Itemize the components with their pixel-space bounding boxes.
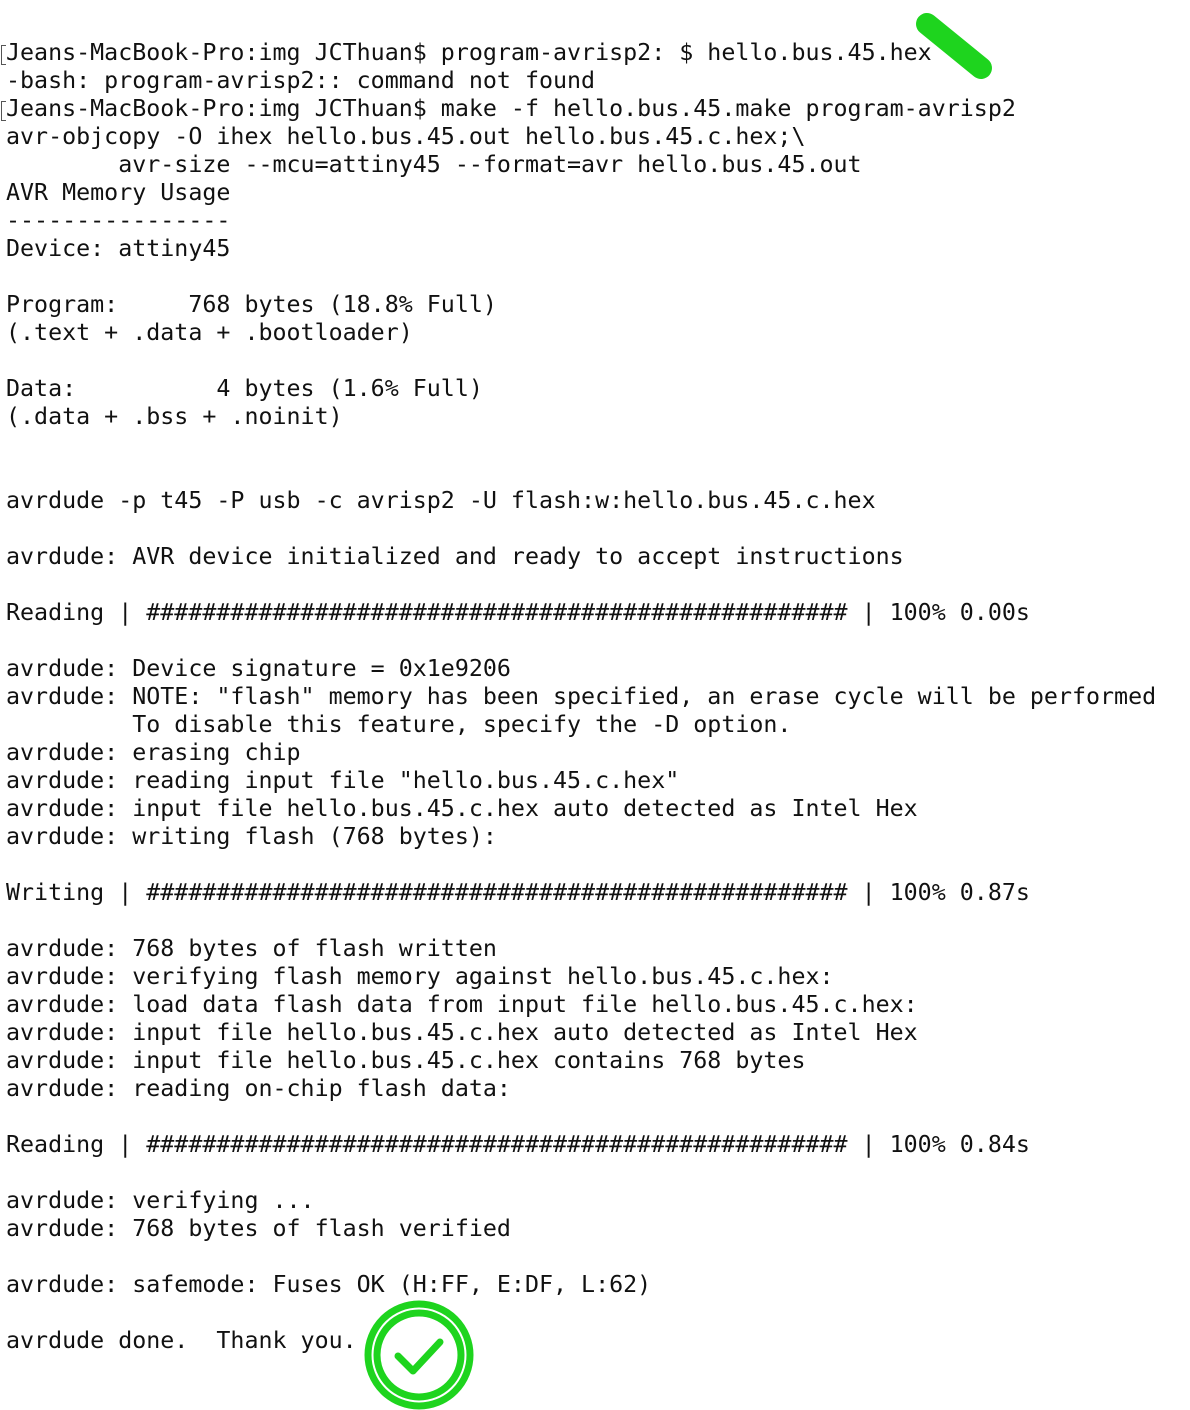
terminal-line: Reading | ################################################## | 100% 0.00s xyxy=(6,599,1030,626)
terminal-line: (.text + .data + .bootloader) xyxy=(6,319,413,346)
terminal-line xyxy=(6,263,1186,291)
green-marker-stroke-icon xyxy=(905,8,1005,88)
terminal-line xyxy=(6,1243,1186,1271)
terminal-line xyxy=(6,515,1186,543)
terminal-line: avrdude: reading on-chip flash data: xyxy=(6,1075,511,1102)
terminal-line: avrdude: writing flash (768 bytes): xyxy=(6,823,497,850)
green-checkmark-badge-icon xyxy=(363,1298,475,1410)
terminal-line: avrdude: input file hello.bus.45.c.hex auto detected as Intel Hex xyxy=(6,795,918,822)
terminal-line xyxy=(6,459,1186,487)
terminal-line: -bash: program-avrisp2:: command not found xyxy=(6,67,596,94)
terminal-line xyxy=(6,627,1186,655)
terminal-line: avrdude: AVR device initialized and ready to accept instructions xyxy=(6,543,904,570)
terminal-line: Program: 768 bytes (18.8% Full) xyxy=(6,291,497,318)
prompt-marker-icon xyxy=(1,101,6,121)
terminal-line xyxy=(6,347,1186,375)
terminal-line: avrdude: erasing chip xyxy=(6,739,301,766)
terminal-line: avrdude: 768 bytes of flash verified xyxy=(6,1215,511,1242)
terminal-line: avrdude: input file hello.bus.45.c.hex auto detected as Intel Hex xyxy=(6,1019,918,1046)
terminal-line: Data: 4 bytes (1.6% Full) xyxy=(6,375,483,402)
terminal-line: avrdude done. Thank you. xyxy=(6,1327,357,1354)
terminal-line xyxy=(6,1103,1186,1131)
terminal-line: Jeans-MacBook-Pro:img JCThuan$ make -f hello.bus.45.make program-avrisp2 xyxy=(6,95,1016,122)
terminal-line: avrdude -p t45 -P usb -c avrisp2 -U flash:w:hello.bus.45.c.hex xyxy=(6,487,876,514)
terminal-line: avrdude: 768 bytes of flash written xyxy=(6,935,497,962)
terminal-line xyxy=(6,1299,1186,1327)
terminal-line: avrdude: Device signature = 0x1e9206 xyxy=(6,655,511,682)
terminal-line: (.data + .bss + .noinit) xyxy=(6,403,343,430)
terminal-line: ---------------- xyxy=(6,207,231,234)
terminal-line xyxy=(6,907,1186,935)
terminal-line xyxy=(6,1159,1186,1187)
terminal-line xyxy=(6,851,1186,879)
terminal-line: Reading | ################################################## | 100% 0.84s xyxy=(6,1131,1030,1158)
terminal-line: To disable this feature, specify the -D option. xyxy=(6,711,792,738)
terminal-line: avrdude: verifying ... xyxy=(6,1187,315,1214)
prompt-marker-icon xyxy=(1,45,6,65)
terminal-line: avrdude: input file hello.bus.45.c.hex contains 768 bytes xyxy=(6,1047,806,1074)
terminal-line xyxy=(6,571,1186,599)
terminal-line: Device: attiny45 xyxy=(6,235,231,262)
terminal-line: avrdude: load data flash data from input file hello.bus.45.c.hex: xyxy=(6,991,918,1018)
terminal-line: avrdude: safemode: Fuses OK (H:FF, E:DF, L:62) xyxy=(6,1271,652,1298)
terminal-line: avr-size --mcu=attiny45 --format=avr hello.bus.45.out xyxy=(6,151,862,178)
terminal-output[interactable] xyxy=(6,39,1186,1355)
terminal-line: Writing | ################################################## | 100% 0.87s xyxy=(6,879,1030,906)
terminal-line: avr-objcopy -O ihex hello.bus.45.out hello.bus.45.c.hex;\ xyxy=(6,123,806,150)
terminal-line: AVR Memory Usage xyxy=(6,179,231,206)
terminal-line xyxy=(6,431,1186,459)
terminal-line: avrdude: NOTE: "flash" memory has been specified, an erase cycle will be performed xyxy=(6,683,1157,710)
terminal-line: Jeans-MacBook-Pro:img JCThuan$ program-avrisp2: $ hello.bus.45.hex xyxy=(6,39,932,66)
terminal-line: avrdude: verifying flash memory against hello.bus.45.c.hex: xyxy=(6,963,834,990)
terminal-line: avrdude: reading input file "hello.bus.45.c.hex" xyxy=(6,767,680,794)
